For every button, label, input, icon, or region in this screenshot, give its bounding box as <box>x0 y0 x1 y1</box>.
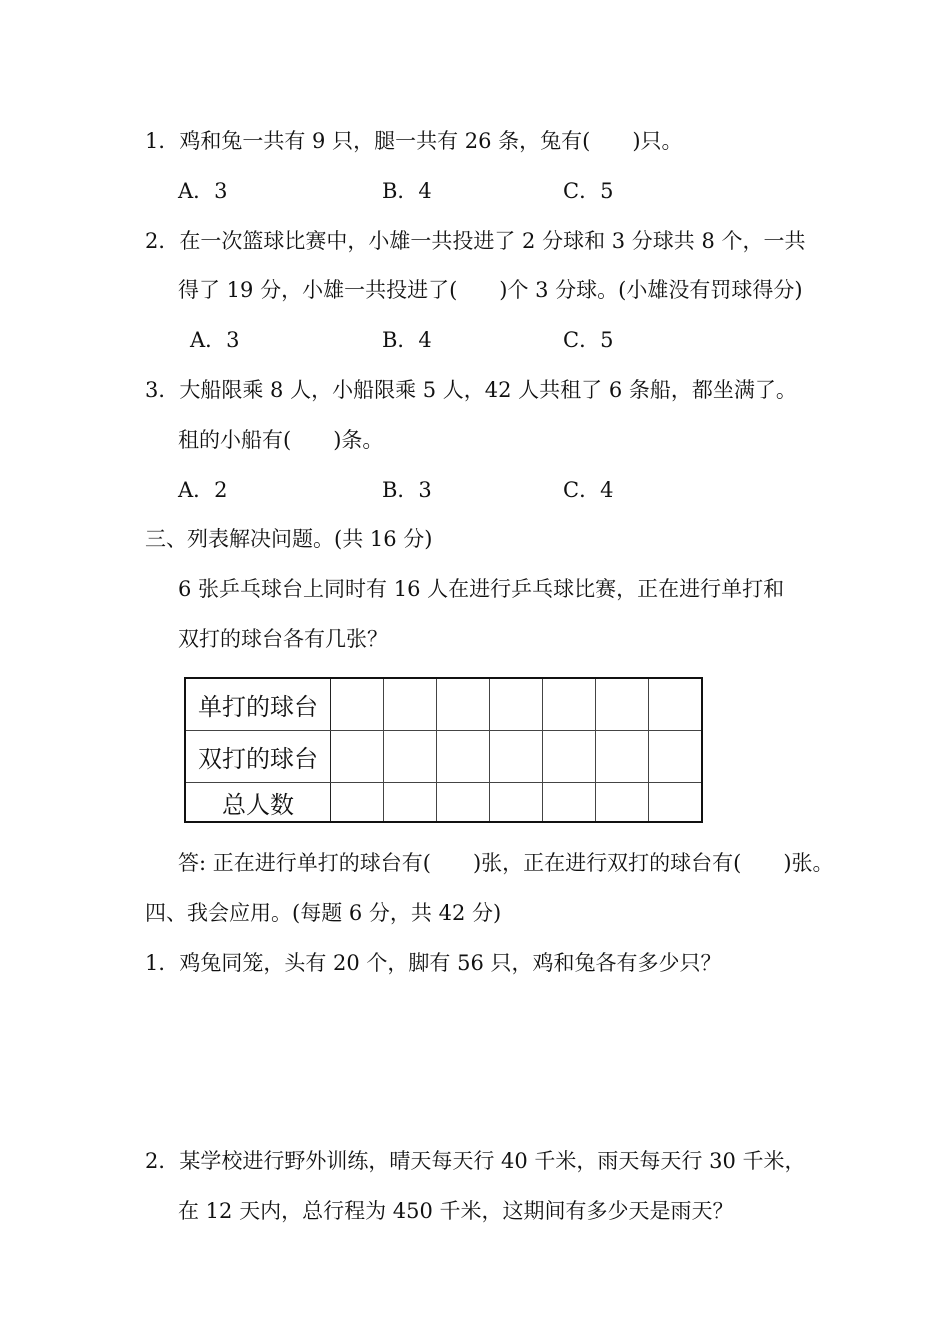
table-row <box>185 731 702 783</box>
section-3-answer: 答: 正在进行单打的球台有( )张，正在进行双打的球台有( )张。 <box>178 851 834 875</box>
question-2-line-1: 2．在一次篮球比赛中，小雄一共投进了 2 分球和 3 分球共 8 个，一共 <box>145 229 806 253</box>
section-3-heading: 三、列表解决问题。(共 16 分) <box>145 527 433 551</box>
table-cell[interactable] <box>543 783 596 823</box>
table-cell[interactable] <box>437 731 490 783</box>
table-cell[interactable] <box>437 783 490 823</box>
table-cell[interactable] <box>490 731 543 783</box>
option-b[interactable]: B．4 <box>382 328 432 352</box>
row-label-total: 总人数 <box>185 783 331 823</box>
section-4-question-1: 1．鸡兔同笼，头有 20 个，脚有 56 只，鸡和兔各有多少只？ <box>145 951 722 975</box>
row-label-double: 双打的球台 <box>185 731 331 783</box>
section-3-problem-line-2: 双打的球台各有几张？ <box>178 627 388 651</box>
question-1-text: 1．鸡和兔一共有 9 只，腿一共有 26 条，兔有( )只。 <box>145 129 683 153</box>
option-a[interactable]: A．3 <box>190 328 240 352</box>
table-cell[interactable] <box>649 783 703 823</box>
table-cell[interactable] <box>596 731 649 783</box>
option-c[interactable]: C．5 <box>563 328 614 352</box>
table-cell[interactable] <box>543 731 596 783</box>
option-b[interactable]: B．4 <box>382 179 432 203</box>
table-cell[interactable] <box>384 783 437 823</box>
table-cell[interactable] <box>649 731 703 783</box>
option-c[interactable]: C．4 <box>563 478 614 502</box>
table-row <box>185 783 702 823</box>
question-2-line-2: 得了 19 分，小雄一共投进了( )个 3 分球。(小雄没有罚球得分) <box>178 278 803 302</box>
question-3-line-1: 3．大船限乘 8 人，小船限乘 5 人，42 人共租了 6 条船，都坐满了。 <box>145 378 797 402</box>
table-row <box>185 678 702 731</box>
option-c[interactable]: C．5 <box>563 179 614 203</box>
option-b[interactable]: B．3 <box>382 478 432 502</box>
table-cell[interactable] <box>490 783 543 823</box>
solution-table <box>184 677 703 823</box>
table-cell[interactable] <box>596 678 649 731</box>
table-cell[interactable] <box>331 678 384 731</box>
section-4-question-2-line-2: 在 12 天内，总行程为 450 千米，这期间有多少天是雨天？ <box>178 1199 734 1223</box>
table-cell[interactable] <box>331 783 384 823</box>
table-cell[interactable] <box>543 678 596 731</box>
section-4-question-2-line-1: 2．某学校进行野外训练，晴天每天行 40 千米，雨天每天行 30 千米， <box>145 1149 806 1173</box>
table-cell[interactable] <box>384 678 437 731</box>
table-cell[interactable] <box>649 678 703 731</box>
section-3-problem-line-1: 6 张乒乓球台上同时有 16 人在进行乒乓球比赛，正在进行单打和 <box>178 577 785 601</box>
table-cell[interactable] <box>437 678 490 731</box>
table-cell[interactable] <box>596 783 649 823</box>
option-a[interactable]: A．2 <box>178 478 228 502</box>
section-4-heading: 四、我会应用。(每题 6 分，共 42 分) <box>145 901 502 925</box>
table-cell[interactable] <box>384 731 437 783</box>
question-3-line-2: 租的小船有( )条。 <box>178 428 384 452</box>
row-label-single: 单打的球台 <box>185 678 331 731</box>
option-a[interactable]: A．3 <box>178 179 228 203</box>
table-cell[interactable] <box>331 731 384 783</box>
table-cell[interactable] <box>490 678 543 731</box>
